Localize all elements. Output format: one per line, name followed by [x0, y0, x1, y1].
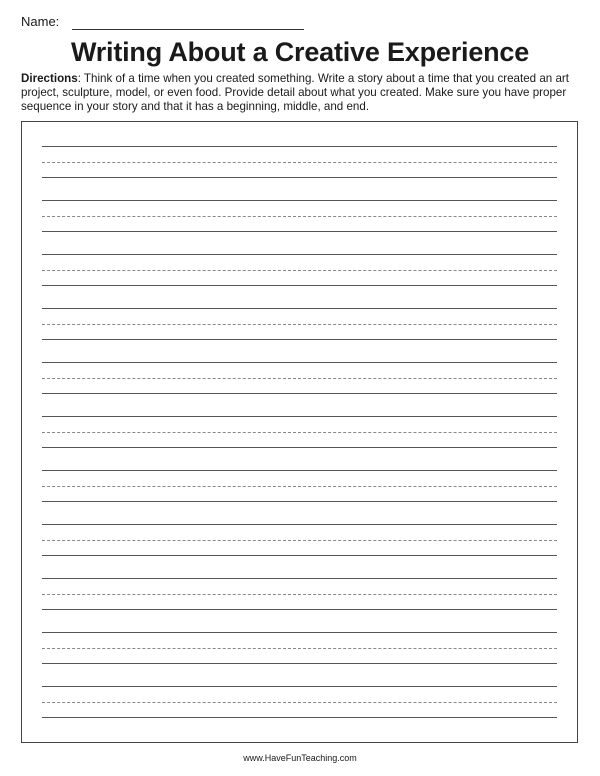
page-title: Writing About a Creative Experience — [70, 37, 530, 67]
directions — [21, 72, 581, 114]
writing-top-line — [42, 416, 557, 417]
writing-baseline — [42, 393, 557, 394]
writing-midline — [42, 486, 557, 487]
name-field[interactable] — [72, 15, 304, 30]
writing-midline — [42, 702, 557, 703]
writing-midline — [42, 378, 557, 379]
writing-midline — [42, 216, 557, 217]
writing-baseline — [42, 231, 557, 232]
writing-top-line — [42, 470, 557, 471]
writing-baseline — [42, 555, 557, 556]
writing-baseline — [42, 339, 557, 340]
directions-text: : Think of a time when you created something. Write a story about a time that you created an art project, sculpture, model, or even food. Provide detail about what you created. Make sure you have proper sequence in your story and that it has a beginning, middle, and end. — [21, 72, 569, 113]
writing-midline — [42, 270, 557, 271]
writing-midline — [42, 432, 557, 433]
writing-baseline — [42, 663, 557, 664]
writing-top-line — [42, 632, 557, 633]
writing-top-line — [42, 578, 557, 579]
writing-baseline — [42, 609, 557, 610]
footer-website: www.HaveFunTeaching.com — [243, 753, 357, 763]
writing-baseline — [42, 501, 557, 502]
writing-baseline — [42, 285, 557, 286]
writing-top-line — [42, 254, 557, 255]
name-row — [21, 14, 304, 30]
writing-top-line — [42, 308, 557, 309]
writing-midline — [42, 594, 557, 595]
writing-midline — [42, 648, 557, 649]
writing-midline — [42, 162, 557, 163]
writing-top-line — [42, 686, 557, 687]
writing-top-line — [42, 200, 557, 201]
writing-top-line — [42, 146, 557, 147]
directions-label: Directions — [21, 72, 78, 85]
writing-baseline — [42, 447, 557, 448]
writing-midline — [42, 324, 557, 325]
name-label: Name: — [21, 14, 60, 29]
writing-midline — [42, 540, 557, 541]
writing-baseline — [42, 717, 557, 718]
writing-baseline — [42, 177, 557, 178]
writing-top-line — [42, 524, 557, 525]
writing-area[interactable] — [21, 121, 578, 743]
writing-top-line — [42, 362, 557, 363]
